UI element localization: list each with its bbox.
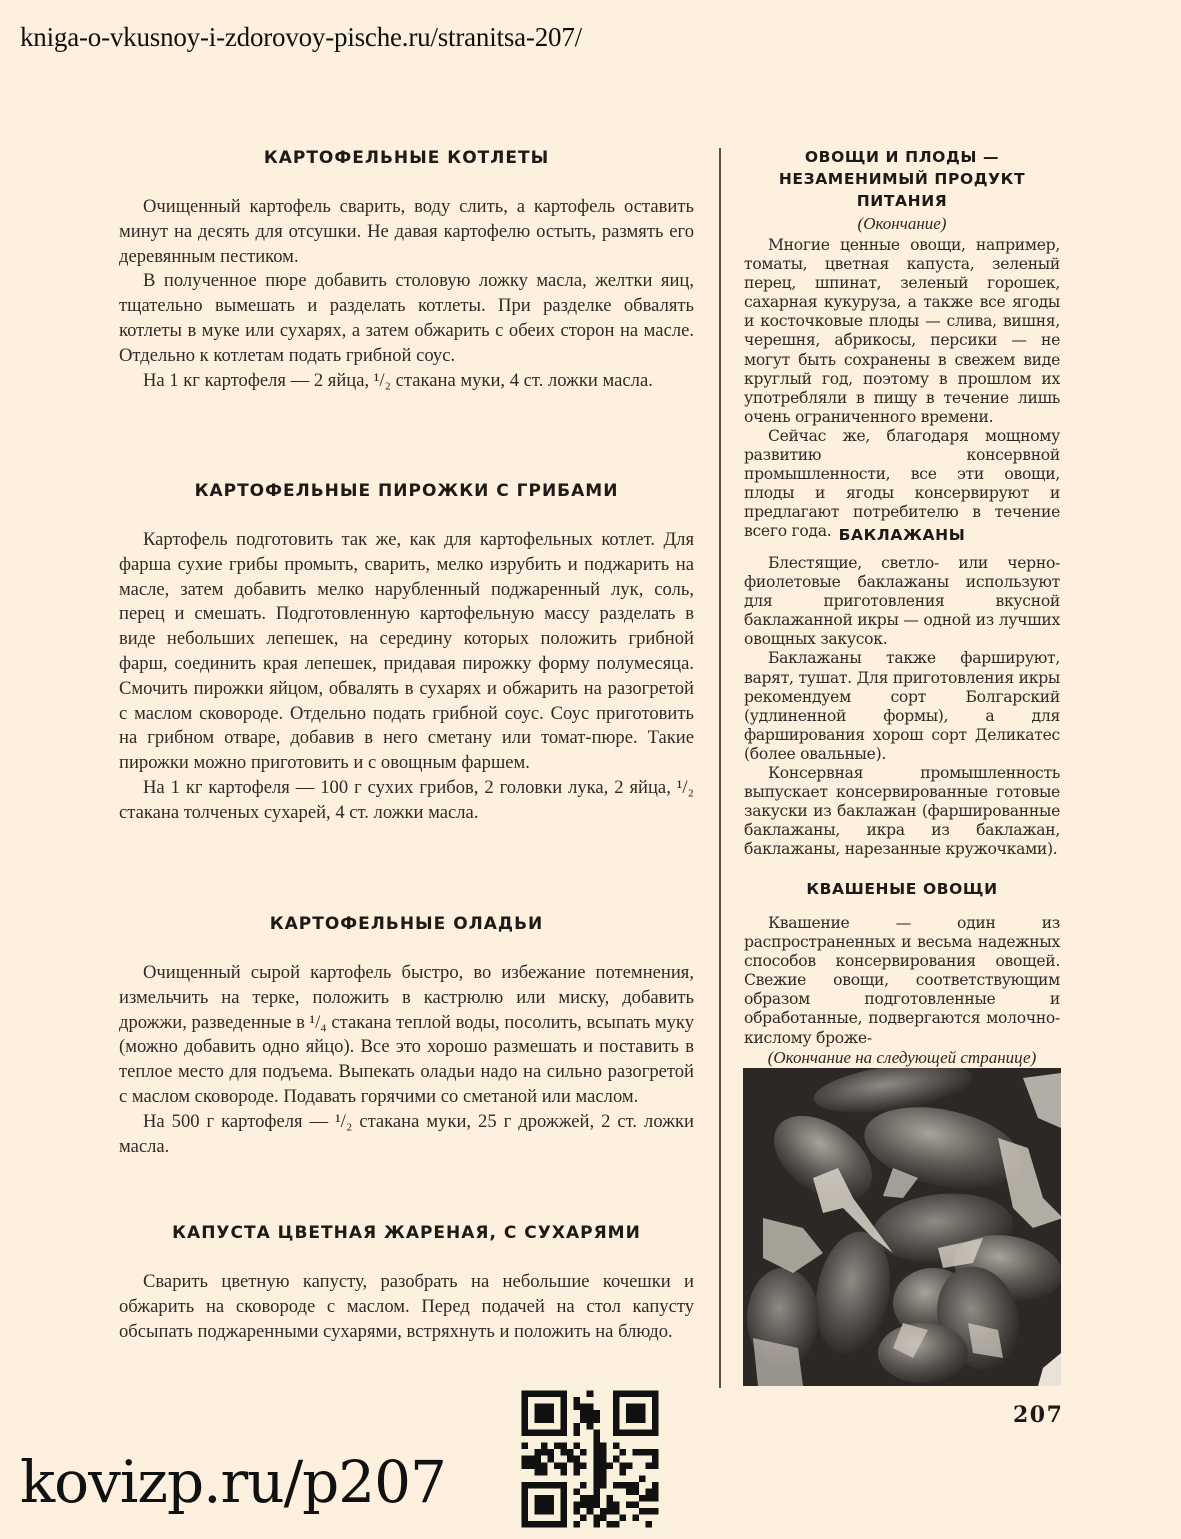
section-title: КАРТОФЕЛЬНЫЕ ОЛАДЬИ [269, 914, 544, 934]
paragraph: Сварить цветную капусту, разобрать на небольшие кочешки и обжарить на сковороде с маслом. Перед подачей на стол капусту обсыпать поджаренными сухарями, встряхнуть и положить на блюдо. [119, 1271, 694, 1342]
article-vegetables-fruits [744, 146, 1060, 542]
paragraph: Блестящие, светло- или черно-фиолетовые баклажаны используют для приготовления вкусной баклажанной икры — одной из лучших овощных закусок. [744, 554, 1060, 649]
recipe-potato-pancakes [119, 912, 694, 1159]
section-title: КВАШЕНЫЕ ОВОЩИ [806, 880, 998, 898]
source-url[interactable]: kniga-o-vkusnoy-i-zdorovoy-pische.ru/stranitsa-207/ [20, 22, 582, 52]
recipe-fried-cauliflower [119, 1221, 694, 1344]
paragraph: Консервная промышленность выпускает консервированные готовые закуски из баклажан (фаршированные баклажаны, икра из баклажан, баклажаны, нарезанные кружочками). [744, 764, 1060, 859]
paragraph: Многие ценные овощи, например, томаты, цветная капуста, зеленый перец, шпинат, зеленый горошек, сахарная кукуруза, а также все ягоды и косточковые плоды — слива, вишня, черешня, абрикосы, персики — не могут быть сохранены в свежем виде круглый год, поэтому в прошлом их употребляли в пищу в течение лишь очень ограниченного времени. [744, 236, 1060, 426]
section-title: КАПУСТА ЦВЕТНАЯ ЖАРЕНАЯ, С СУХАРЯМИ [172, 1223, 641, 1243]
column-divider [719, 148, 721, 1388]
article-eggplants [744, 524, 1060, 860]
section-title: КАРТОФЕЛЬНЫЕ ПИРОЖКИ С ГРИБАМИ [194, 481, 619, 501]
continued-note: (Окончание на следующей странице) [767, 1047, 1037, 1067]
paragraph: На 1 кг картофеля — 2 яйца, ¹/₂ стакана муки, 4 ст. ложки масла. [143, 369, 653, 391]
paragraph: Картофель подготовить так же, как для картофельных котлет. Для фарша сухие грибы промыть, сварить, мелко изрубить и поджарить на масле, затем добавить мелко нарубленный поджаренный лук, соль, перец и смешать. Подготовленную картофельную массу разделать в виде небольших лепешек, на середину которых положить грибной фарш, соединить края лепешек, придавая пирожку форму полумесяца. Смочить пирожки яйцом, обвалять в сухарях и обжарить на разогретой с маслом сковороде. Отдельно подать грибной соус. Соус приготовить на грибном отваре, добавив в него сметану или томат-пюре. Такие пирожки можно приготовить и с овощным фаршем. [119, 529, 694, 774]
recipe-potato-cutlets [119, 146, 694, 393]
paragraph: Очищенный картофель сварить, воду слить, а картофель оставить минут на десять для отсушки. Не давая картофелю остыть, размять его деревянным пестиком. [119, 196, 694, 267]
paragraph: В полученное пюре добавить столовую ложку масла, желтки яиц, тщательно вымешать и разделать котлеты. При разделке обвалять котлеты в муке или сухарях, а затем обжарить с обеих сторон на масле. Отдельно к котлетам подать грибной соус. [119, 270, 694, 366]
recipe-potato-pies-mushrooms [119, 479, 694, 826]
eggplant-photo-illustration [743, 1068, 1061, 1386]
paragraph: Баклажаны также фаршируют, варят, тушат. Для приготовления икры рекомендуем сорт Болгарский (удлиненной формы), а для фарширования хорош сорт Деликатес (более овальные). [744, 649, 1060, 763]
section-title: КАРТОФЕЛЬНЫЕ КОТЛЕТЫ [263, 148, 550, 168]
paragraph: Очищенный сырой картофель быстро, во избежание потемнения, измельчить на терке, положить в кастрюлю или миску, добавить дрожжи, разведенные в ¹/₄ стакана теплой воды, посолить, всыпать муку (можно добавить одно яйцо). Все это хорошо размешать и поставить в теплое место для подъема. Выпекать оладьи надо на сильно разогретой с маслом сковороде. Подавать горячими со сметаной или маслом. [119, 962, 694, 1107]
section-title: БАКЛАЖАНЫ [838, 526, 966, 544]
page-number: 207 [1013, 1402, 1064, 1428]
paragraph: Сейчас же, благодаря мощному развитию консервной промышленности, все эти овощи, плоды и ягоды консервируют и предлагают потребителю в течение всего года. [744, 426, 1060, 541]
paragraph: Квашение — один из распространенных и весьма надежных способов консервирования овощей. Свежие овощи, соответствующим образом подготовленные и обработанные, подвергаются молочно-кислому броже- [744, 914, 1060, 1047]
qr-code-icon [513, 1384, 667, 1534]
eggplant-photo [743, 1068, 1061, 1386]
short-url-link[interactable]: kovizp.ru/p207 [20, 1448, 446, 1516]
qr-code[interactable] [513, 1384, 667, 1534]
paragraph: На 1 кг картофеля — 100 г сухих грибов, 2 головки лука, 2 яйца, ¹/₂ стакана толченых сухарей, 4 ст. ложки масла. [119, 776, 694, 823]
paragraph: На 500 г картофеля — ¹/₂ стакана муки, 25 г дрожжей, 2 ст. ложки масла. [119, 1110, 694, 1157]
article-fermented-vegetables [744, 878, 1060, 1068]
section-title: ОВОЩИ И ПЛОДЫ — НЕЗАМЕНИМЫЙ ПРОДУКТ ПИТАНИЯ [778, 148, 1026, 210]
section-subtitle: (Окончание) [857, 214, 947, 233]
